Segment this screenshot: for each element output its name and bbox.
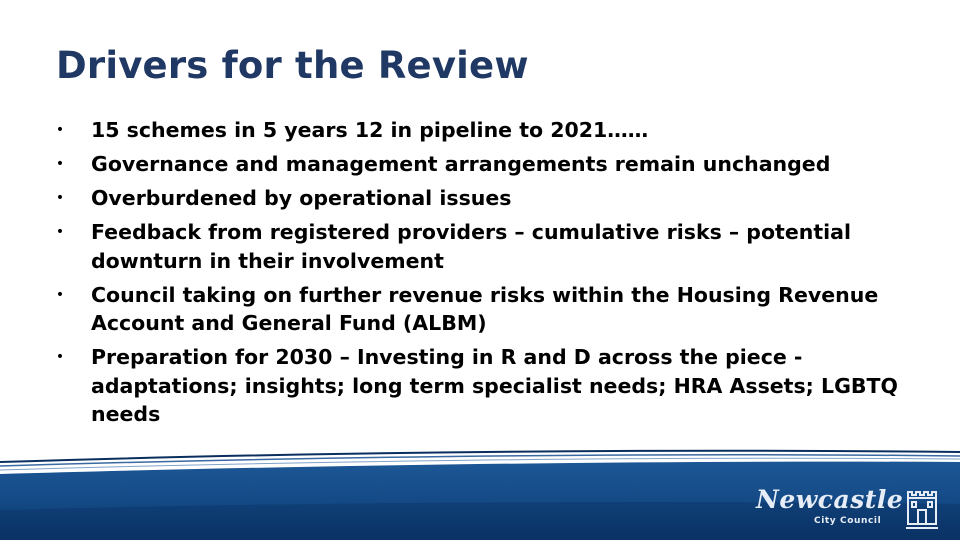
bullet-list: [54, 116, 904, 434]
newcastle-logo: [756, 484, 942, 534]
bullet-text: Governance and management arrangements remain unchanged: [91, 152, 831, 177]
bullet-dot-icon: •: [55, 286, 65, 303]
bullet-text: Overburdened by operational issues: [91, 186, 512, 211]
bullet-item-1: [54, 116, 904, 144]
bullet-text: 15 schemes in 5 years 12 in pipeline to 2021……: [91, 118, 649, 142]
bullet-item-2: [54, 150, 904, 178]
bullet-dot-icon: •: [55, 349, 65, 366]
slide-title: Drivers for the Review: [56, 44, 529, 87]
bullet-dot-icon: •: [55, 190, 65, 207]
bullet-item-6: [54, 343, 904, 428]
bullet-item-5: [54, 281, 904, 338]
bullet-text: Preparation for 2030 – Investing in R and D across the piece - adaptations; insights; long term specialist needs; HRA Assets; LGBTQ needs: [91, 345, 898, 427]
bullet-dot-icon: •: [55, 224, 65, 241]
logo-subtitle: City Council: [814, 516, 882, 526]
castle-crest-icon: [902, 484, 942, 532]
footer-band: [0, 440, 960, 540]
bullet-dot-icon: •: [55, 156, 65, 173]
bullet-item-3: [54, 184, 904, 212]
bullet-text: Council taking on further revenue risks within the Housing Revenue Account and General Fund (ALBM): [91, 282, 879, 336]
bullet-item-4: [54, 218, 904, 275]
logo-wordmark: Newcastle: [756, 485, 904, 514]
bullet-text: Feedback from registered providers – cumulative risks – potential downturn in their involvement: [91, 220, 852, 273]
bullet-dot-icon: •: [55, 122, 65, 138]
